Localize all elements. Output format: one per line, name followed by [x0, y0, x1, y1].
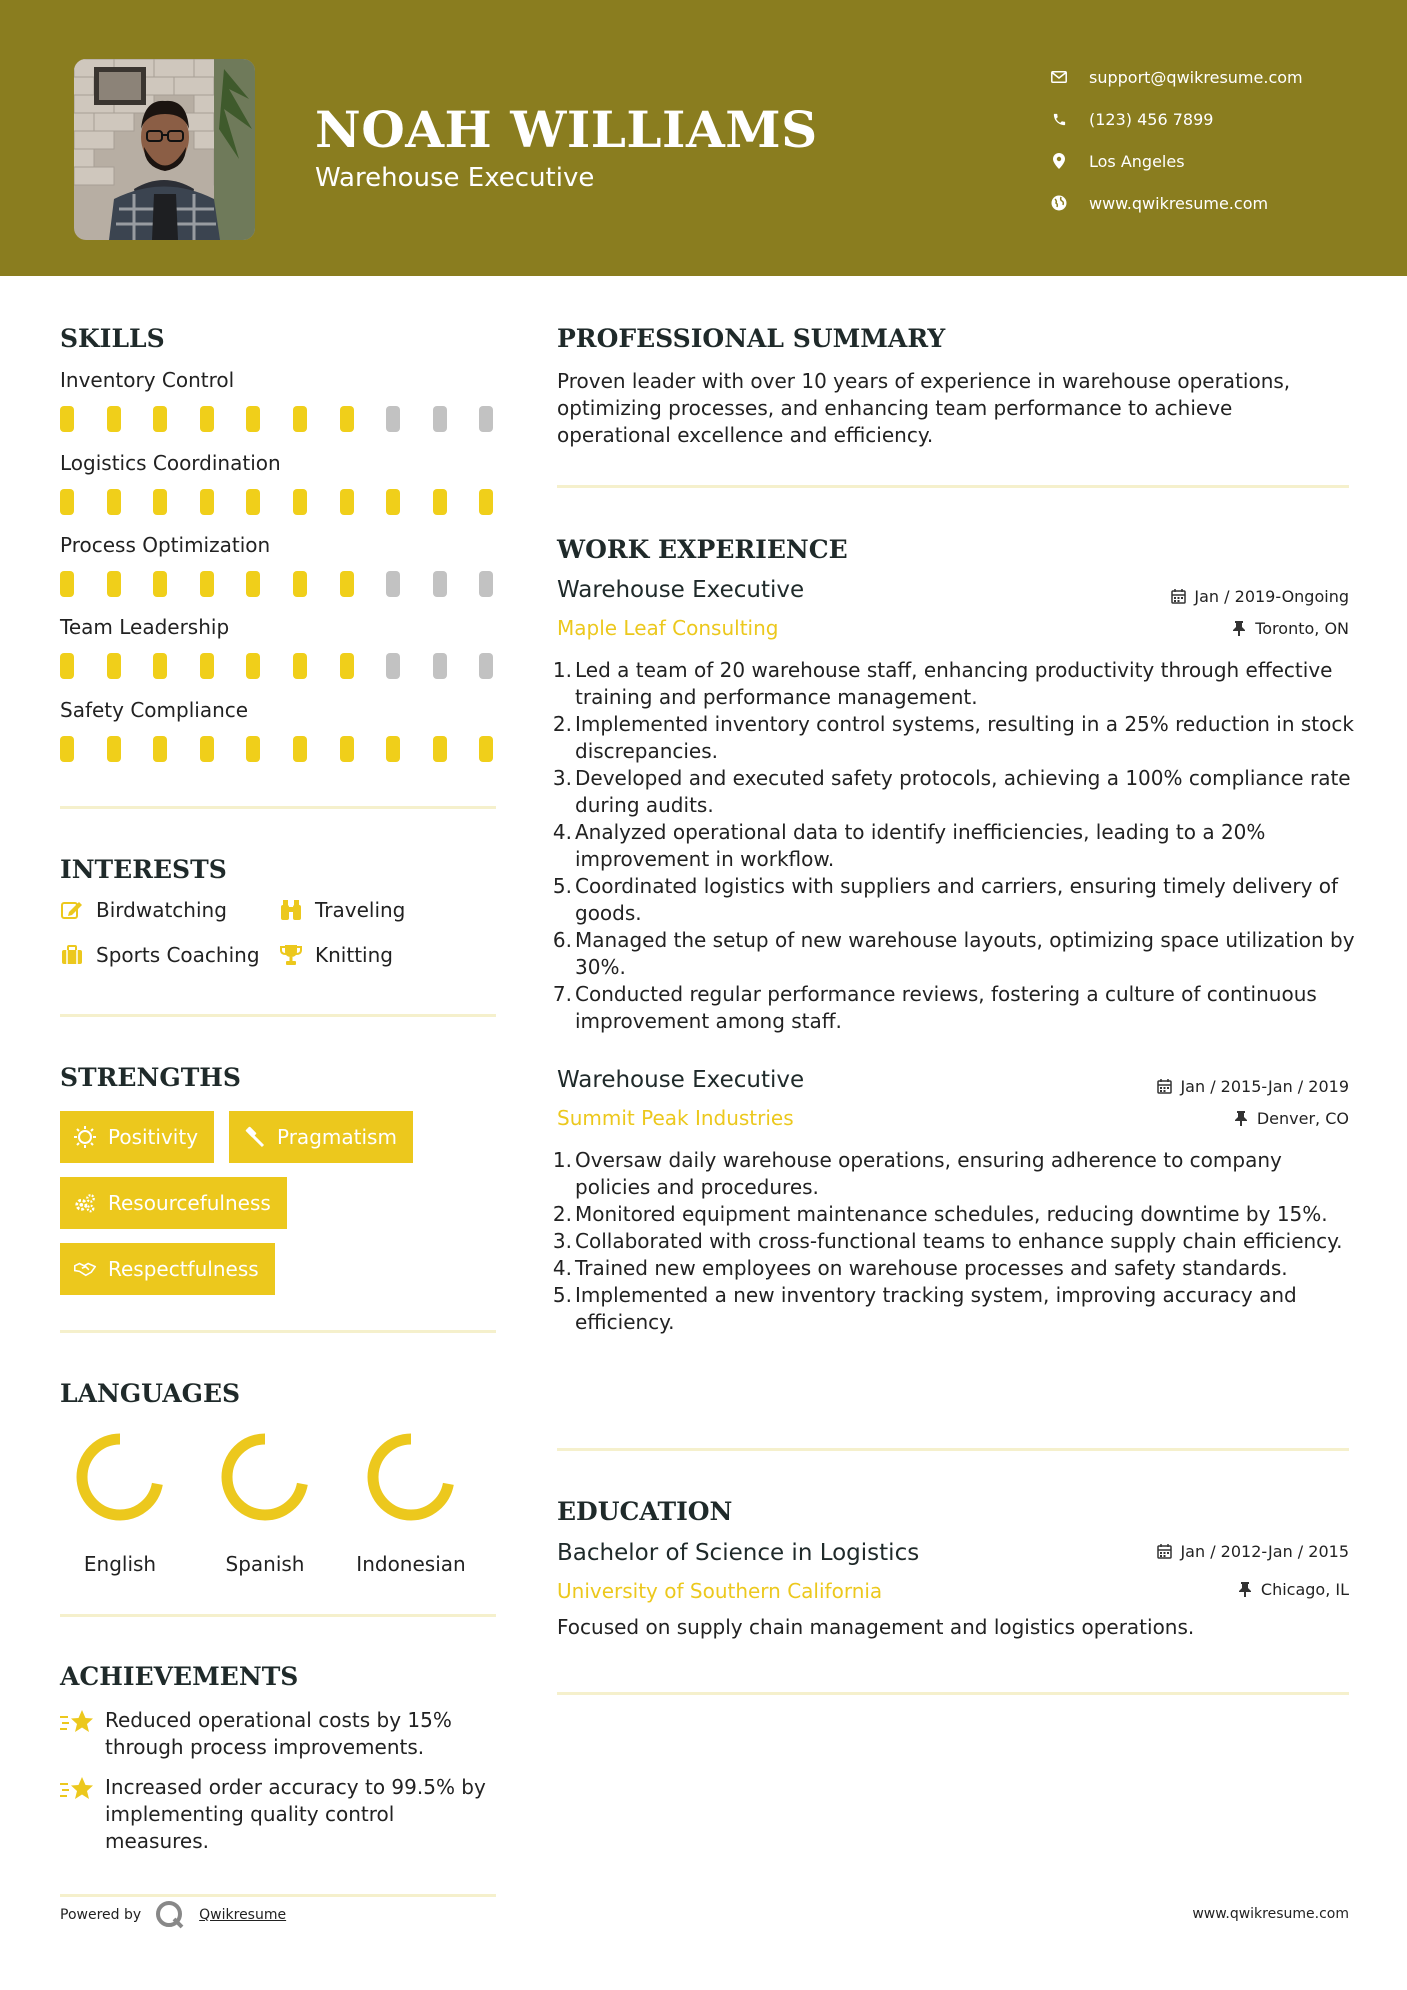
contact-location — [1050, 140, 1303, 182]
skill-pill-filled — [107, 571, 121, 597]
language-label: English — [83, 1552, 157, 1576]
skill-label: Logistics Coordination — [60, 451, 281, 475]
globe-icon — [1050, 194, 1068, 212]
skill-pill-empty — [433, 653, 447, 679]
summary-heading: PROFESSIONAL SUMMARY — [557, 324, 946, 353]
interest-label: Knitting — [315, 943, 393, 967]
skill-label: Safety Compliance — [60, 698, 249, 722]
education-description: Focused on supply chain management and logistics operations. — [557, 1615, 1195, 1639]
language-gauge-arc — [227, 1439, 303, 1515]
job-date — [1170, 587, 1349, 606]
skill-pill-filled — [153, 653, 167, 679]
job-bullet: 4. Trained new employees on warehouse processes and safety standards. — [552, 1256, 1288, 1280]
company-name: Summit Peak Industries — [557, 1106, 794, 1130]
skill-pill-empty — [386, 653, 400, 679]
section-divider — [557, 1448, 1349, 1451]
pushpin-icon — [1233, 1111, 1249, 1127]
interest-item — [279, 943, 393, 967]
contact-phone-text: (123) 456 7899 — [1089, 109, 1214, 129]
section-divider — [60, 806, 496, 809]
achievement-item — [60, 1707, 500, 1761]
education-date — [1156, 1542, 1349, 1561]
skill-pill-filled — [386, 489, 400, 515]
language-label: Spanish — [225, 1552, 305, 1576]
skill-pill-empty — [479, 406, 493, 432]
skill-pill-filled — [479, 736, 493, 762]
language-item — [200, 1430, 330, 1576]
contact-email-text: support@qwikresume.com — [1089, 67, 1303, 87]
section-divider — [557, 485, 1349, 488]
skill-pill-empty — [386, 406, 400, 432]
contact-list — [1050, 56, 1303, 224]
interest-item — [60, 898, 227, 922]
profile-photo — [74, 59, 255, 240]
skill-pill-filled — [340, 653, 354, 679]
skill-pill-empty — [479, 571, 493, 597]
school-name: University of Southern California — [557, 1579, 883, 1603]
skill-pill-filled — [60, 571, 74, 597]
job-bullet: 1. Led a team of 20 warehouse staff, enhancing productivity through effective training and performance management. — [552, 658, 1333, 709]
skill-pill-filled — [107, 653, 121, 679]
contact-email[interactable] — [1050, 56, 1303, 98]
skill-pill-filled — [60, 736, 74, 762]
powered-by — [60, 1900, 286, 1930]
language-gauge — [364, 1430, 458, 1524]
job-bullet: 5. Implemented a new inventory tracking system, improving accuracy and efficiency. — [552, 1283, 1297, 1334]
binoculars-icon — [279, 898, 303, 922]
skill-pill-filled — [107, 489, 121, 515]
language-item — [55, 1430, 185, 1576]
job-bullet: 4. Analyzed operational data to identify inefficiencies, leading to a 20% improvement in workflow. — [552, 820, 1266, 871]
gavel-icon — [243, 1126, 265, 1148]
strength-tag — [60, 1111, 214, 1163]
skill-pill-filled — [200, 406, 214, 432]
job-location-text: Toronto, ON — [1255, 619, 1349, 638]
skill-pill-filled — [60, 653, 74, 679]
language-label: Indonesian — [356, 1552, 466, 1576]
skill-pill-filled — [200, 736, 214, 762]
skill-pill-filled — [386, 736, 400, 762]
briefcase-icon — [60, 943, 84, 967]
language-gauge-arc — [373, 1439, 449, 1515]
candidate-name: NOAH WILLIAMS — [315, 100, 818, 159]
job-bullets — [552, 1147, 1355, 1336]
sun-icon — [74, 1126, 96, 1148]
languages-heading: LANGUAGES — [60, 1379, 241, 1408]
handshake-icon — [74, 1258, 96, 1280]
interest-label: Birdwatching — [96, 898, 227, 922]
job-location — [1233, 1109, 1349, 1128]
skill-pill-filled — [246, 653, 260, 679]
section-divider — [60, 1330, 496, 1333]
skill-pill-filled — [293, 489, 307, 515]
education-date-text: Jan / 2012-Jan / 2015 — [1180, 1542, 1349, 1561]
language-gauge-arc — [82, 1439, 158, 1515]
strengths-heading: STRENGTHS — [60, 1063, 241, 1092]
job-bullet: 6. Managed the setup of new warehouse layouts, optimizing space utilization by 30%. — [552, 928, 1355, 979]
skill-pill-empty — [479, 653, 493, 679]
education-heading: EDUCATION — [557, 1497, 733, 1526]
skill-pill-filled — [293, 571, 307, 597]
achievement-text: Reduced operational costs by 15% through process improvements. — [105, 1708, 452, 1759]
skill-pill-filled — [153, 736, 167, 762]
job-location-text: Denver, CO — [1256, 1109, 1349, 1128]
strength-label: Respectfulness — [108, 1257, 259, 1281]
job-bullet: 2. Monitored equipment maintenance schedules, reducing downtime by 15%. — [552, 1202, 1328, 1226]
job-location — [1231, 619, 1349, 638]
job-title: Warehouse Executive — [557, 1067, 805, 1093]
job-date-text: Jan / 2019-Ongoing — [1194, 587, 1349, 606]
pushpin-icon — [1231, 621, 1247, 637]
skills-heading: SKILLS — [60, 324, 165, 353]
strength-label: Positivity — [108, 1125, 199, 1149]
strength-tag — [229, 1111, 413, 1163]
job-bullet: 1. Oversaw daily warehouse operations, ensuring adherence to company policies and procedures. — [552, 1148, 1282, 1199]
interest-item — [60, 943, 260, 967]
section-divider — [60, 1614, 496, 1617]
gears-icon — [74, 1192, 96, 1214]
footer-website[interactable]: www.qwikresume.com — [1192, 1906, 1349, 1922]
language-item — [346, 1430, 476, 1576]
skill-pill-filled — [340, 489, 354, 515]
trophy-icon — [279, 943, 303, 967]
skill-pill-filled — [433, 489, 447, 515]
skill-pill-filled — [200, 653, 214, 679]
contact-phone[interactable] — [1050, 98, 1303, 140]
job-bullets — [552, 657, 1355, 1035]
skill-pill-filled — [293, 406, 307, 432]
job-title: Warehouse Executive — [557, 577, 805, 603]
envelope-icon — [1050, 68, 1068, 86]
skill-pill-empty — [386, 571, 400, 597]
degree-title: Bachelor of Science in Logistics — [557, 1540, 920, 1566]
qwikresume-logo-icon — [155, 1900, 185, 1930]
achievement-item — [60, 1774, 500, 1855]
section-divider — [557, 1692, 1349, 1695]
job-date-text: Jan / 2015-Jan / 2019 — [1180, 1077, 1349, 1096]
interests-heading: INTERESTS — [60, 855, 227, 884]
star-badge-icon — [60, 1774, 94, 1804]
skill-pill-filled — [60, 489, 74, 515]
skill-pill-filled — [340, 571, 354, 597]
skill-pill-filled — [479, 489, 493, 515]
achievement-text: Increased order accuracy to 99.5% by implementing quality control measures. — [105, 1775, 486, 1853]
strength-tag — [60, 1243, 275, 1295]
language-gauge — [73, 1430, 167, 1524]
contact-website[interactable] — [1050, 182, 1303, 224]
calendar-icon — [1170, 589, 1186, 605]
map-pin-icon — [1050, 152, 1068, 170]
skill-pill-filled — [340, 406, 354, 432]
job-bullet: 3. Collaborated with cross-functional teams to enhance supply chain efficiency. — [552, 1229, 1343, 1253]
skill-pill-filled — [340, 736, 354, 762]
powered-by-label: Powered by — [60, 1907, 142, 1923]
strength-label: Resourcefulness — [108, 1191, 271, 1215]
contact-location-text: Los Angeles — [1089, 151, 1185, 171]
strength-label: Pragmatism — [277, 1125, 397, 1149]
skill-pill-filled — [433, 736, 447, 762]
contact-website-text: www.qwikresume.com — [1089, 193, 1269, 213]
skill-pill-filled — [153, 571, 167, 597]
interest-label: Traveling — [315, 898, 406, 922]
section-divider — [60, 1014, 496, 1017]
star-badge-icon — [60, 1707, 94, 1737]
strength-tag — [60, 1177, 287, 1229]
skill-pill-filled — [200, 489, 214, 515]
skill-pill-filled — [246, 736, 260, 762]
experience-heading: WORK EXPERIENCE — [557, 535, 848, 564]
skill-pill-filled — [200, 571, 214, 597]
skill-pill-filled — [246, 489, 260, 515]
company-name: Maple Leaf Consulting — [557, 616, 779, 640]
education-location-text: Chicago, IL — [1260, 1580, 1349, 1599]
achievements-heading: ACHIEVEMENTS — [60, 1662, 299, 1691]
job-bullet: 3. Developed and executed safety protocols, achieving a 100% compliance rate during audits. — [552, 766, 1351, 817]
skill-pill-filled — [293, 653, 307, 679]
skill-label: Team Leadership — [60, 615, 230, 639]
summary-text: Proven leader with over 10 years of experience in warehouse operations, optimizing processes, and enhancing team performance to achieve operational excellence and efficiency. — [557, 369, 1291, 447]
skill-pill-empty — [433, 571, 447, 597]
job-date — [1156, 1077, 1349, 1096]
skill-label: Inventory Control — [60, 368, 235, 392]
calendar-icon — [1156, 1079, 1172, 1095]
education-location — [1237, 1580, 1349, 1599]
section-divider — [60, 1894, 496, 1897]
job-bullet: 5. Coordinated logistics with suppliers and carriers, ensuring timely delivery of goods. — [552, 874, 1339, 925]
skill-label: Process Optimization — [60, 533, 271, 557]
language-gauge — [218, 1430, 312, 1524]
resume-header — [0, 0, 1407, 276]
interest-label: Sports Coaching — [96, 943, 260, 967]
skill-pill-filled — [153, 489, 167, 515]
skill-pill-filled — [107, 406, 121, 432]
phone-icon — [1050, 110, 1068, 128]
skill-pill-empty — [433, 406, 447, 432]
qwikresume-link[interactable]: Qwikresume — [199, 1907, 287, 1923]
skill-pill-filled — [153, 406, 167, 432]
skill-pill-filled — [293, 736, 307, 762]
calendar-icon — [1156, 1544, 1172, 1560]
candidate-title: Warehouse Executive — [315, 163, 595, 193]
interest-item — [279, 898, 405, 922]
skill-pill-filled — [107, 736, 121, 762]
pushpin-icon — [1237, 1582, 1253, 1598]
skill-pill-filled — [60, 406, 74, 432]
skill-pill-filled — [246, 571, 260, 597]
edit-icon — [60, 898, 84, 922]
skill-pill-filled — [246, 406, 260, 432]
job-bullet: 2. Implemented inventory control systems, resulting in a 25% reduction in stock discrepancies. — [552, 712, 1354, 763]
job-bullet: 7. Conducted regular performance reviews, fostering a culture of continuous improvement among staff. — [552, 982, 1317, 1033]
